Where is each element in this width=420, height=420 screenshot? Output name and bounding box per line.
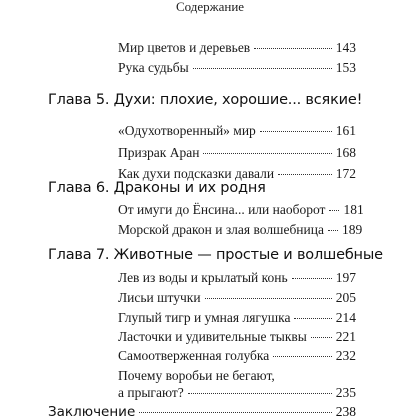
- toc-entry[interactable]: [118, 348, 356, 364]
- entry-page-number: 168: [335, 145, 356, 160]
- running-head: Содержание: [175, 0, 245, 14]
- entry-title: Морской дракон и злая волшебница: [118, 222, 324, 237]
- toc-entry-multiline[interactable]: [118, 367, 356, 401]
- dot-leader: [311, 337, 332, 338]
- entry-page-number: 238: [335, 404, 356, 419]
- entry-title-line1: Почему воробьи не бегают,: [118, 368, 275, 383]
- toc-entry[interactable]: [118, 310, 356, 326]
- dot-leader: [254, 48, 332, 49]
- entry-page-number: 181: [343, 202, 364, 217]
- entry-title: Лисьи штучки: [118, 290, 201, 305]
- entry-title: Самоотверженная голубка: [118, 348, 270, 363]
- dot-leader: [205, 298, 332, 299]
- entry-title: Как духи подсказки давали: [118, 166, 275, 181]
- toc-entry[interactable]: [118, 123, 356, 139]
- entry-title: Глупый тигр и умная лягушка: [118, 310, 291, 325]
- dot-leader: [328, 230, 338, 231]
- entry-page-number: 205: [335, 290, 356, 305]
- toc-entry[interactable]: [118, 270, 356, 286]
- entry-title: От имуги до Ёнсина... или наоборот: [118, 202, 326, 217]
- dot-leader: [203, 153, 331, 154]
- entry-title: Мир цветов и деревьев: [118, 40, 251, 55]
- entry-page-number: 172: [335, 166, 356, 181]
- entry-page-number: 232: [335, 348, 356, 363]
- entry-page-number: 143: [335, 40, 356, 55]
- toc-entry-conclusion[interactable]: [48, 404, 356, 420]
- dot-leader: [139, 412, 331, 413]
- entry-title: Призрак Аран: [118, 145, 200, 160]
- dot-leader: [273, 356, 331, 357]
- toc-entry[interactable]: [118, 329, 356, 345]
- entry-page-number: 235: [335, 385, 356, 400]
- entry-title-line2: а прыгают?: [118, 385, 184, 400]
- dot-leader: [278, 174, 332, 175]
- toc-entry[interactable]: [118, 60, 356, 76]
- entry-page-number: 189: [341, 222, 363, 237]
- entry-title: Ласточки и удивительные тыквы: [118, 329, 307, 344]
- toc-entry[interactable]: [118, 222, 363, 238]
- dot-leader: [292, 278, 332, 279]
- entry-title: «Одухотворенный» мир: [118, 123, 256, 138]
- entry-page-number: 221: [335, 329, 356, 344]
- chapter-heading[interactable]: Глава 5. Духи: плохие, хорошие... всякие!: [48, 92, 363, 108]
- entry-title: Рука судьбы: [118, 60, 189, 75]
- entry-page-number: 214: [335, 310, 356, 325]
- dot-leader: [188, 393, 332, 394]
- conclusion-title: Заключение: [48, 404, 136, 420]
- entry-page-number: 161: [335, 123, 356, 138]
- toc-entry[interactable]: [118, 145, 356, 161]
- toc-entry[interactable]: [118, 202, 364, 218]
- dot-leader: [294, 318, 331, 319]
- dot-leader: [260, 131, 332, 132]
- entry-page-number: 197: [335, 270, 356, 285]
- entry-page-number: 153: [335, 60, 356, 75]
- toc-entry[interactable]: [118, 40, 356, 56]
- dot-leader: [193, 68, 332, 69]
- dot-leader: [329, 210, 339, 211]
- entry-title-line2-row: [118, 384, 356, 401]
- toc-entry[interactable]: [118, 290, 356, 306]
- entry-title: Лев из воды и крылатый конь: [118, 270, 288, 285]
- chapter-heading[interactable]: Глава 6. Драконы и их родня: [48, 180, 266, 196]
- chapter-heading[interactable]: Глава 7. Животные — простые и волшебные: [48, 247, 383, 263]
